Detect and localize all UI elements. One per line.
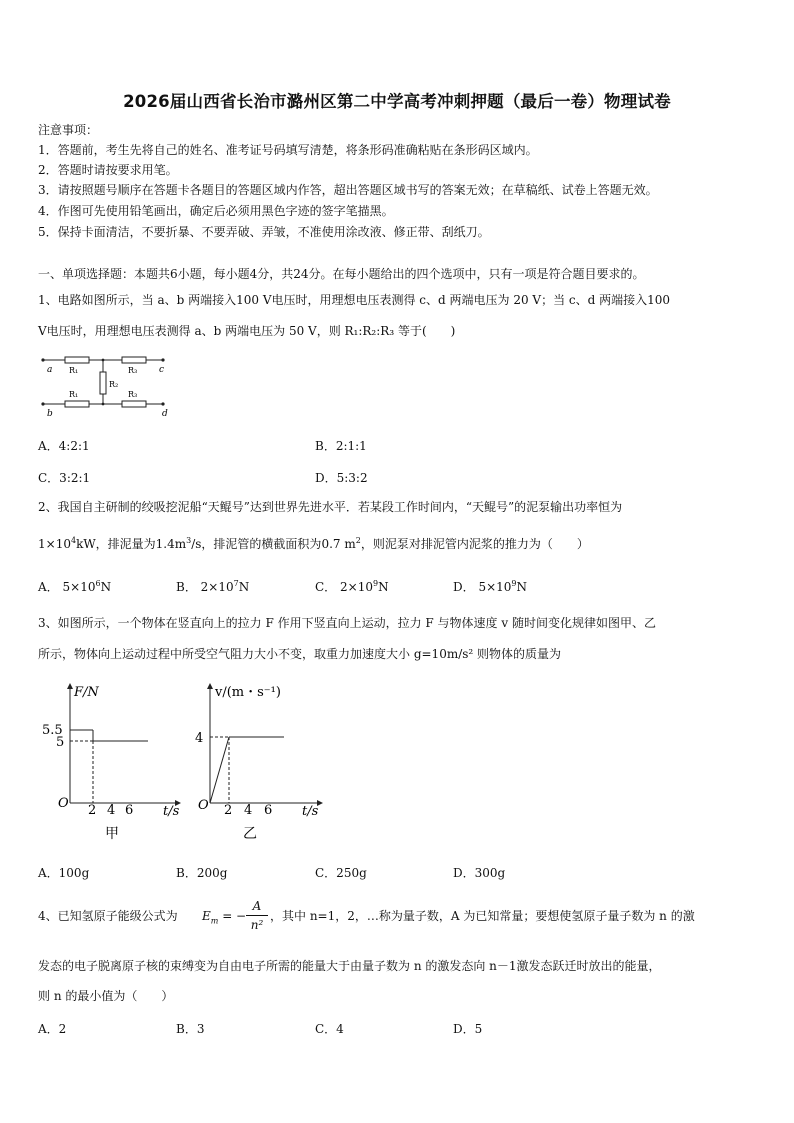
graph1-origin: O: [58, 796, 69, 811]
note-item: 5．保持卡面清洁，不要折暴、不要弄破、弄皱，不准使用涂改液、修正带、刮纸刀。: [38, 225, 490, 239]
q2-option-a: A． $5\times 10^6N$: [38, 579, 112, 594]
q3-option-c: C．250g: [315, 866, 367, 880]
graph2-caption: 乙: [243, 826, 257, 842]
graph2-xlabel: t/s: [302, 804, 319, 819]
q3-option-b: B．200g: [176, 866, 228, 880]
graph1-xtick: 6: [125, 803, 134, 818]
r1-top-label: R₁: [69, 366, 79, 375]
question-1-line-2: V电压时，用理想电压表测得 a、b 两端电压为 50 V，则 R₁:R₂:R₃ 等于( ): [38, 324, 456, 338]
graph2-xtick: 2: [224, 803, 233, 818]
q1-option-c: C．3:2:1: [38, 471, 91, 485]
q3-option-d: D．300g: [453, 866, 506, 880]
graph1-ytick: 5: [56, 735, 65, 750]
graph1-ytick: 5.5: [42, 723, 63, 738]
question-2-line-2: $1\times 10^4kW$，排泥量为$1.4m^3/s$，排泥管的横截面积为0.7 $m^2$，则泥泵对排泥管内泥浆的推力为（ ）: [38, 536, 589, 551]
graph1-caption: 甲: [105, 826, 119, 842]
r1-bottom-label: R₁: [69, 390, 79, 399]
q4-option-c: C．4: [315, 1022, 344, 1036]
q1-option-a: A．4:2:1: [38, 439, 90, 453]
note-item: 2．答题时请按要求用笔。: [38, 163, 178, 177]
q2-option-b: B． $2\times 10^7N$: [176, 579, 250, 594]
question-2-line-1: 2、我国自主研制的绞吸挖泥船“天鲲号”达到世界先进水平．若某段工作时间内，“天鲲号”的泥泵输出功率恒为: [38, 500, 623, 514]
graph2-origin: O: [198, 798, 209, 813]
q3-option-a: A．100g: [38, 866, 90, 880]
section-heading: 一、单项选择题：本题共6小题，每小题4分，共24分。在每小题给出的四个选项中，只有一项是符合题目要求的。: [38, 267, 645, 281]
page-title: 2026届山西省长治市潞州区第二中学高考冲刺押题（最后一卷）物理试卷: [123, 92, 671, 111]
graph2-xtick: 6: [264, 803, 273, 818]
q1-option-b: B．2:1:1: [315, 439, 367, 453]
graph1-xlabel: t/s: [163, 804, 180, 819]
q2-option-c: C． $2\times 10^9N$: [315, 579, 389, 594]
question-4-line-2: 发态的电子脱离原子核的束缚变为自由电子所需的能量大于由量子数为 n 的激发态向 n－1激发态跃迁时放出的能量，: [38, 959, 661, 973]
node-d-label: d: [162, 409, 168, 418]
r3-top-label: R₃: [128, 366, 138, 375]
question-4-line-3: 则 n 的最小值为（ ）: [38, 989, 174, 1003]
graph1-ylabel: F/N: [74, 685, 99, 700]
note-item: 3．请按照题号顺序在答题卡各题目的答题区域内作答，超出答题区域书写的答案无效；在草稿纸、试卷上答题无效。: [38, 183, 658, 197]
note-item: 1．答题前，考生先将自己的姓名、准考证号码填写清楚，将条形码准确粘贴在条形码区域内。: [38, 143, 538, 157]
graph2-ytick: 4: [195, 731, 204, 746]
q4-option-d: D．5: [453, 1022, 483, 1036]
q4-option-a: A．2: [38, 1022, 67, 1036]
q2-option-d: D． $5\times 10^9N$: [453, 579, 528, 594]
note-item: 4．作图可先使用铅笔画出，确定后必须用黑色字迹的签字笔描黑。: [38, 204, 394, 218]
r2-label: R₂: [109, 380, 119, 389]
formula-numerator: A: [252, 899, 262, 913]
r3-bottom-label: R₃: [128, 390, 138, 399]
circuit-diagram: [38, 352, 173, 418]
question-1-line-1: 1、电路如图所示，当 a、b 两端接入100 V电压时，用理想电压表测得 c、d 两端电压为 20 V；当 c、d 两端接入100: [38, 293, 671, 307]
node-c-label: c: [159, 365, 165, 375]
question-3-line-1: 3、如图所示，一个物体在竖直向上的拉力 F 作用下竖直向上运动，拉力 F 与物体速度 v 随时间变化规律如图甲、乙: [38, 616, 656, 630]
q4-option-b: B．3: [176, 1022, 205, 1036]
q1-option-d: D．5:3:2: [315, 471, 368, 485]
notes-heading: 注意事项：: [38, 123, 99, 137]
node-b-label: b: [47, 409, 53, 418]
graph-force-time: [38, 678, 188, 846]
graph1-xtick: 2: [88, 803, 97, 818]
graph2-xtick: 4: [244, 803, 253, 818]
graph-velocity-time: [192, 678, 332, 846]
formula-denominator: n²: [250, 918, 264, 932]
graph2-ylabel: v/(m・s⁻¹): [215, 685, 281, 700]
node-a-label: a: [47, 365, 53, 375]
graph1-xtick: 4: [107, 803, 116, 818]
question-3-line-2: 所示，物体向上运动过程中所受空气阻力大小不变，取重力加速度大小 g=10m/s² 则物体的质量为: [38, 647, 562, 661]
